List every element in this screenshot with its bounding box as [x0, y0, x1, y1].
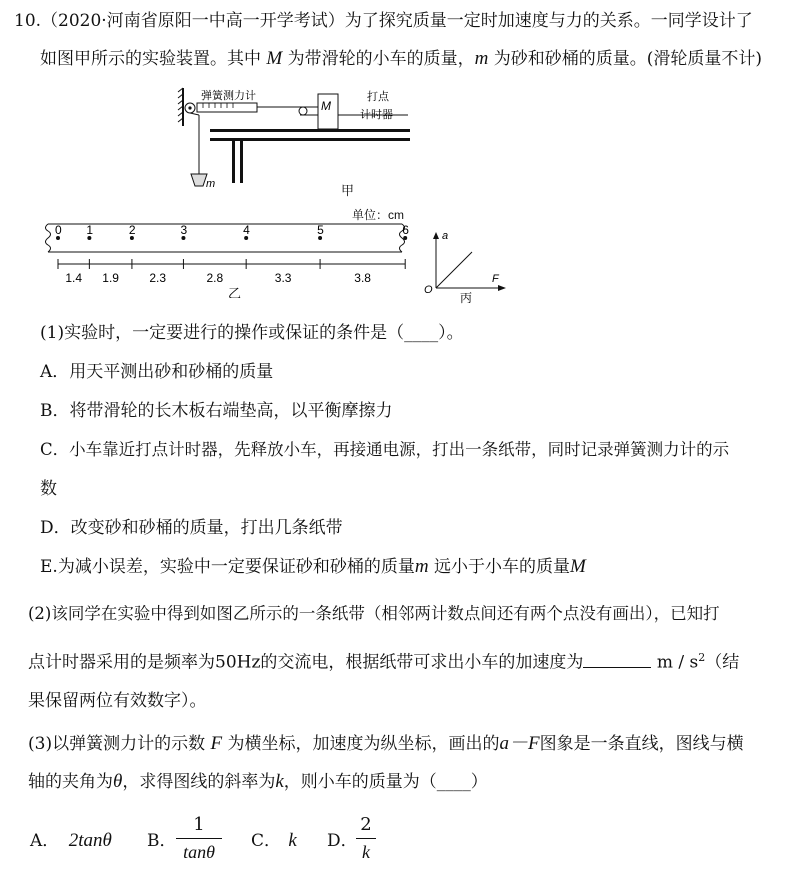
tape-point-label: 2	[128, 223, 136, 237]
graph-line	[436, 252, 472, 288]
figure-yi-label: 乙	[228, 286, 242, 298]
bucket-label: m	[206, 178, 216, 190]
segment-length: 3.3	[274, 271, 292, 285]
frequency: 50Hz	[215, 652, 261, 673]
table-top	[210, 129, 410, 132]
part3-option-B: 1 tanθ	[176, 814, 222, 863]
apparatus-figure	[170, 86, 410, 198]
question-header	[14, 10, 753, 32]
timer-label-1: 打点	[367, 91, 389, 103]
part1-option-C-cont: 数	[40, 479, 57, 499]
segment-length: 1.4	[65, 271, 83, 285]
table-leg	[232, 141, 235, 183]
tape-point-label: 5	[317, 223, 324, 237]
part3-line2: 轴的夹角为θ，求得图线的斜率为k，则小车的质量为（____）	[28, 771, 488, 792]
svg-text:O: O	[424, 284, 433, 296]
tape-point-label: 0	[55, 223, 62, 237]
tape-point-label: 6	[402, 223, 409, 237]
part1-option-B: B．将带滑轮的长木板右端垫高，以平衡摩擦力	[40, 401, 393, 421]
figure-bing-label: 丙	[460, 291, 473, 305]
part3-option-B-label: B．	[147, 831, 177, 851]
tape-points	[55, 223, 409, 240]
segment-length: 2.8	[206, 271, 224, 285]
part3-option-C: C． k	[251, 830, 297, 851]
spring-scale-label: 弹簧测力计	[201, 90, 256, 102]
question-intro-line2: 如图甲所示的实验装置。其中 M 为带滑轮的小车的质量，m 为砂和砂桶的质量。(滑轮质量不计)	[40, 48, 763, 69]
segment-length: 3.8	[354, 271, 371, 285]
part3-option-D: 2 k	[356, 814, 376, 863]
svg-text:a: a	[442, 230, 449, 242]
part1-option-A: A．用天平测出砂和砂桶的质量	[40, 362, 274, 382]
question-source: （2020·河南省原阳一中高一开学考试）	[41, 11, 345, 31]
part2-line3: 果保留两位有效数字）。	[28, 691, 207, 711]
paper-tape-figure	[42, 218, 422, 298]
tape-point-label: 4	[243, 223, 250, 237]
part1-stem: (1)实验时，一定要进行的操作或保证的条件是（____）。	[40, 323, 464, 343]
cart-label: M	[321, 99, 331, 113]
segment-length: 1.9	[102, 271, 119, 285]
aF-graph	[418, 226, 510, 306]
timer-label-2: 计时器	[360, 109, 393, 121]
var-M: M	[266, 48, 283, 69]
figure-jia-label: 甲	[341, 184, 355, 199]
var-m: m	[474, 48, 489, 69]
sand-bucket	[191, 174, 207, 186]
segment-length: 2.3	[149, 271, 167, 285]
part1-option-D: D．改变砂和砂桶的质量，打出几条纸带	[40, 518, 343, 538]
question-number: 10.	[14, 11, 42, 31]
a-F-expression: a－F	[499, 733, 540, 754]
part3-option-A: A． 2tanθ	[30, 830, 112, 851]
tape-point-label: 3	[180, 223, 188, 237]
answer-blank[interactable]	[583, 667, 651, 668]
part3-option-D-label: D．	[327, 831, 358, 851]
tape-unit: 单位：cm	[352, 208, 404, 222]
part2-line1: (2)该同学在实验中得到如图乙所示的一条纸带（相邻两计数点间还有两个点没有画出），已知打	[28, 604, 720, 623]
svg-text:F: F	[492, 273, 499, 285]
part3-line1: (3)以弹簧测力计的示数 F 为横坐标，加速度为纵坐标，画出的a－F图象是一条直线，图线与横	[28, 733, 744, 754]
part1-option-C: C．小车靠近打点计时器，先释放小车，再接通电源，打出一条纸带，同时记录弹簧测力计的示	[40, 440, 730, 459]
question-intro: 为了探究质量一定时加速度与力的关系。一同学设计了	[344, 11, 753, 31]
part1-option-E: E.为减小误差，实验中一定要保证砂和砂桶的质量m 远小于小车的质量M	[40, 556, 586, 577]
accel-unit: m / s	[656, 652, 699, 673]
tape-point-label: 1	[86, 223, 94, 237]
part2-line2: 点计时器采用的是频率为50Hz的交流电，根据纸带可求出小车的加速度为 m / $s^2$（结	[28, 651, 740, 673]
tape-dimensions	[58, 259, 405, 285]
